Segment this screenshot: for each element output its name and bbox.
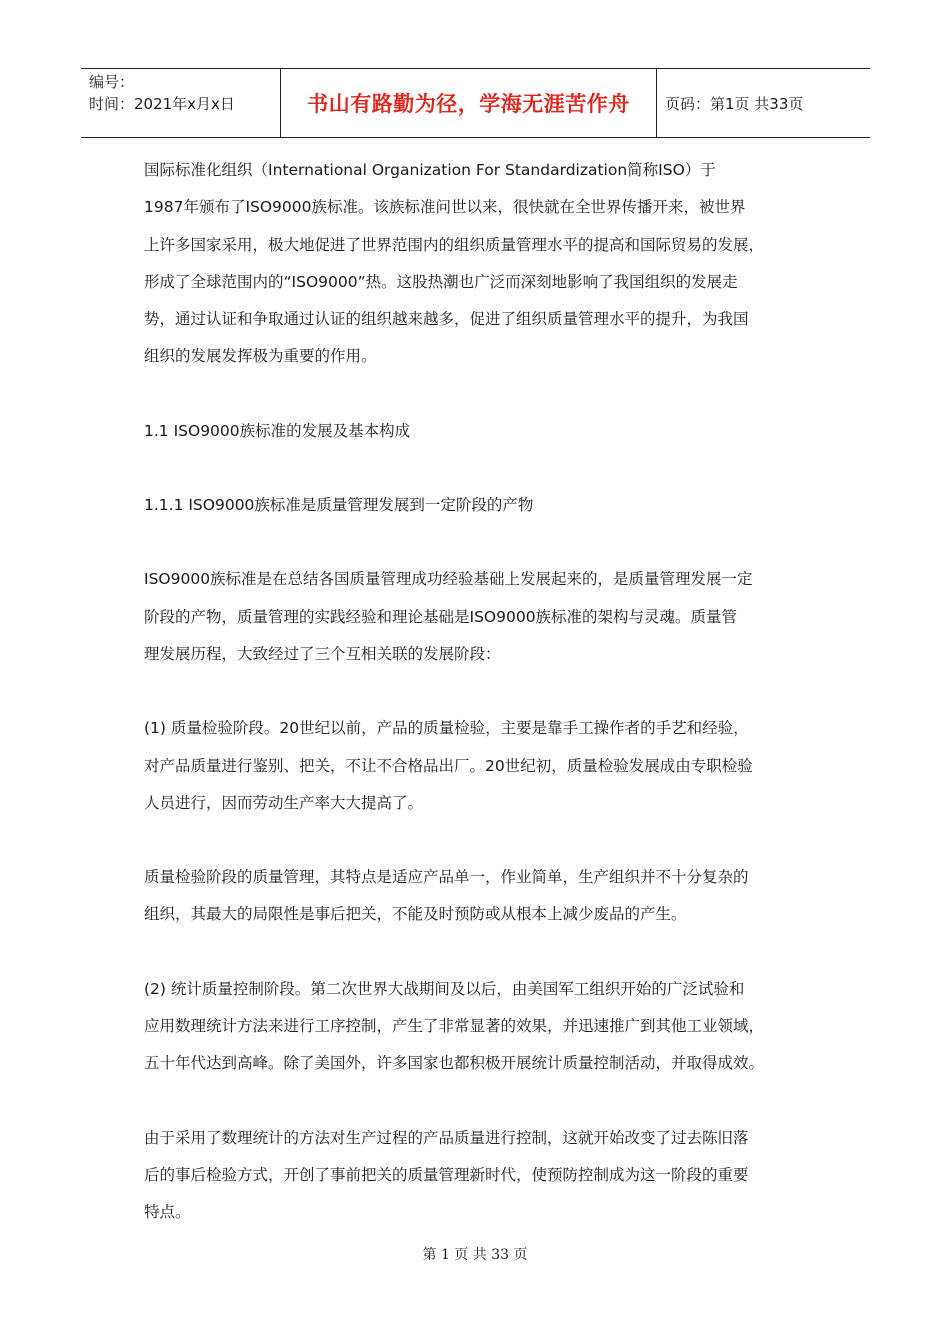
text-line: 理发展历程，大致经过了三个互相关联的发展阶段：: [144, 644, 501, 663]
header-page-cell: [657, 69, 870, 137]
stage2-paragraph: [144, 971, 814, 1083]
section-heading: 1.1 ISO9000族标准的发展及基本构成: [144, 421, 411, 440]
text-line: (2) 统计质量控制阶段。第二次世界大战期间及以后，由美国军工组织开始的广泛试验和: [144, 979, 745, 998]
document-body: [144, 152, 814, 1232]
text-line: 后的事后检验方式，开创了事前把关的质量管理新时代，使预防控制成为这一阶段的重要: [144, 1165, 749, 1184]
text-line: 1987年颁布了ISO9000族标准。该族标准问世以来，很快就在全世界传播开来，被世界: [144, 198, 746, 217]
text-line: 对产品质量进行鉴别、把关，不让不合格品出厂。20世纪初，质量检验发展成由专职检验: [144, 756, 753, 775]
text-line: 应用数理统计方法来进行工序控制，产生了非常显著的效果，并迅速推广到其他工业领域，: [144, 1017, 765, 1036]
motto: 书山有路勤为径，学海无涯苦作舟: [307, 92, 630, 116]
intro-paragraph: [144, 152, 814, 376]
text-line: 由于采用了数理统计的方法对生产过程的产品质量进行控制，这就开始改变了过去陈旧落: [144, 1128, 749, 1147]
header-meta-cell: [81, 69, 281, 137]
header-motto-cell: [281, 69, 657, 137]
text-line: 组织，其最大的局限性是事后把关，不能及时预防或从根本上减少废品的产生。: [144, 905, 687, 924]
page-info: 页码：第1页 共33页: [665, 94, 804, 113]
text-line: 质量检验阶段的质量管理，其特点是适应产品单一，作业简单，生产组织并不十分复杂的: [144, 868, 749, 887]
text-line: 势，通过认证和争取通过认证的组织越来越多，促进了组织质量管理水平的提升，为我国: [144, 310, 749, 329]
text-line: ISO9000族标准是在总结各国质量管理成功经验基础上发展起来的，是质量管理发展一定: [144, 570, 753, 589]
header-table: [81, 68, 870, 138]
text-line: 形成了全球范围内的“ISO9000”热。这股热潮也广泛而深刻地影响了我国组织的发展走: [144, 272, 738, 291]
date-line: 时间：2021年x月x日: [89, 95, 235, 113]
text-line: 组织的发展发挥极为重要的作用。: [144, 347, 377, 366]
history-paragraph: [144, 561, 814, 673]
text-line: 五十年代达到高峰。除了美国外，许多国家也都积极开展统计质量控制活动，并取得成效。: [144, 1054, 765, 1073]
stage2-note-paragraph: [144, 1120, 814, 1232]
text-line: 特点。: [144, 1203, 191, 1222]
subsection-heading: 1.1.1 ISO9000族标准是质量管理发展到一定阶段的产物: [144, 496, 534, 515]
stage1-note-paragraph: [144, 859, 814, 934]
text-line: (1) 质量检验阶段。20世纪以前，产品的质量检验，主要是靠手工操作者的手艺和经验，: [144, 719, 749, 738]
stage1-paragraph: [144, 710, 814, 822]
text-line: 人员进行，因而劳动生产率大大提高了。: [144, 793, 424, 812]
text-line: 国际标准化组织（International Organization For Standardization简称ISO）于: [144, 161, 716, 179]
text-line: 上许多国家采用，极大地促进了世界范围内的组织质量管理水平的提高和国际贸易的发展，: [144, 235, 765, 254]
serial-label: 编号：: [89, 73, 135, 91]
page-footer: 第 1 页 共 33 页: [422, 1247, 528, 1263]
text-line: 阶段的产物，质量管理的实践经验和理论基础是ISO9000族标准的架构与灵魂。质量管: [144, 607, 738, 626]
